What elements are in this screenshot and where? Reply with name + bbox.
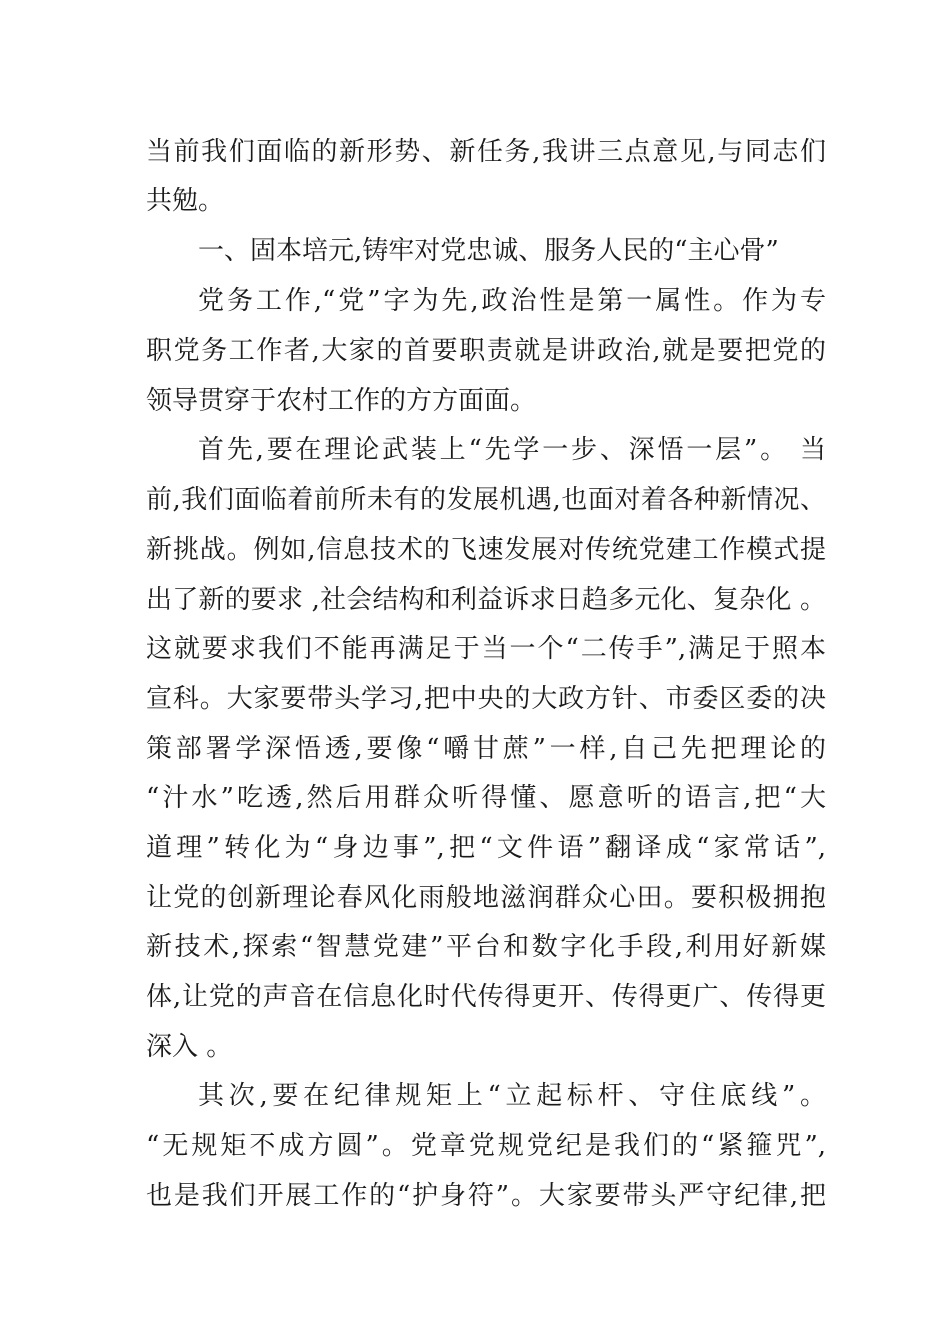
text-line-15: 道理”转化为“身边事”,把“文件语”翻译成“家常话”,: [146, 833, 826, 863]
text-line-1: 当前我们面临的新形势、新任务,我讲三点意见,与同志们: [146, 137, 826, 167]
text-line-14: “汁水”吃透,然后用群众听得懂、愿意听的语言,把“大: [146, 783, 826, 813]
text-line-2: 共勉。: [146, 186, 225, 216]
text-line-4: 党务工作,“党”字为先,政治性是第一属性。作为专: [198, 286, 826, 316]
text-line-9: 新挑战。例如,信息技术的飞速发展对传统党建工作模式提: [146, 535, 826, 565]
text-line-5: 职党务工作者,大家的首要职责就是讲政治,就是要把党的: [146, 336, 826, 366]
text-line-17: 新技术,探索“智慧党建”平台和数字化手段,利用好新媒: [146, 932, 826, 962]
text-line-12: 宣科。大家要带头学习,把中央的大政方针、市委区委的决: [146, 684, 826, 714]
text-line-18: 体,让党的声音在信息化时代传得更开、传得更广、传得更: [146, 982, 826, 1012]
text-line-21: “无规矩不成方圆”。党章党规党纪是我们的“紧箍咒”,: [146, 1131, 826, 1161]
text-line-19: 深入 。: [146, 1032, 233, 1062]
text-line-13: 策部署学深悟透,要像“嚼甘蔗”一样,自己先把理论的: [146, 734, 826, 764]
text-line-6: 领导贯穿于农村工作的方方面面。: [146, 386, 537, 416]
text-line-16: 让党的创新理论春风化雨般地滋润群众心田。要积极拥抱: [146, 883, 826, 913]
text-line-11: 这就要求我们不能再满足于当一个“二传手”,满足于照本: [146, 634, 826, 664]
text-line-8: 前,我们面临着前所未有的发展机遇,也面对着各种新情况、: [146, 485, 826, 515]
text-line-22: 也是我们开展工作的“护身符”。大家要带头严守纪律,把: [146, 1181, 826, 1211]
text-line-20: 其次,要在纪律规矩上“立起标杆、守住底线”。: [198, 1081, 826, 1111]
section-heading-1: 一、固本培元,铸牢对党忠诚、服务人民的“主心骨”: [198, 236, 779, 266]
text-line-7: 首先,要在理论武装上“先学一步、深悟一层”。 当: [198, 435, 826, 465]
text-line-10: 出了新的要求 ,社会结构和利益诉求日趋多元化、复杂化 。: [146, 585, 826, 615]
